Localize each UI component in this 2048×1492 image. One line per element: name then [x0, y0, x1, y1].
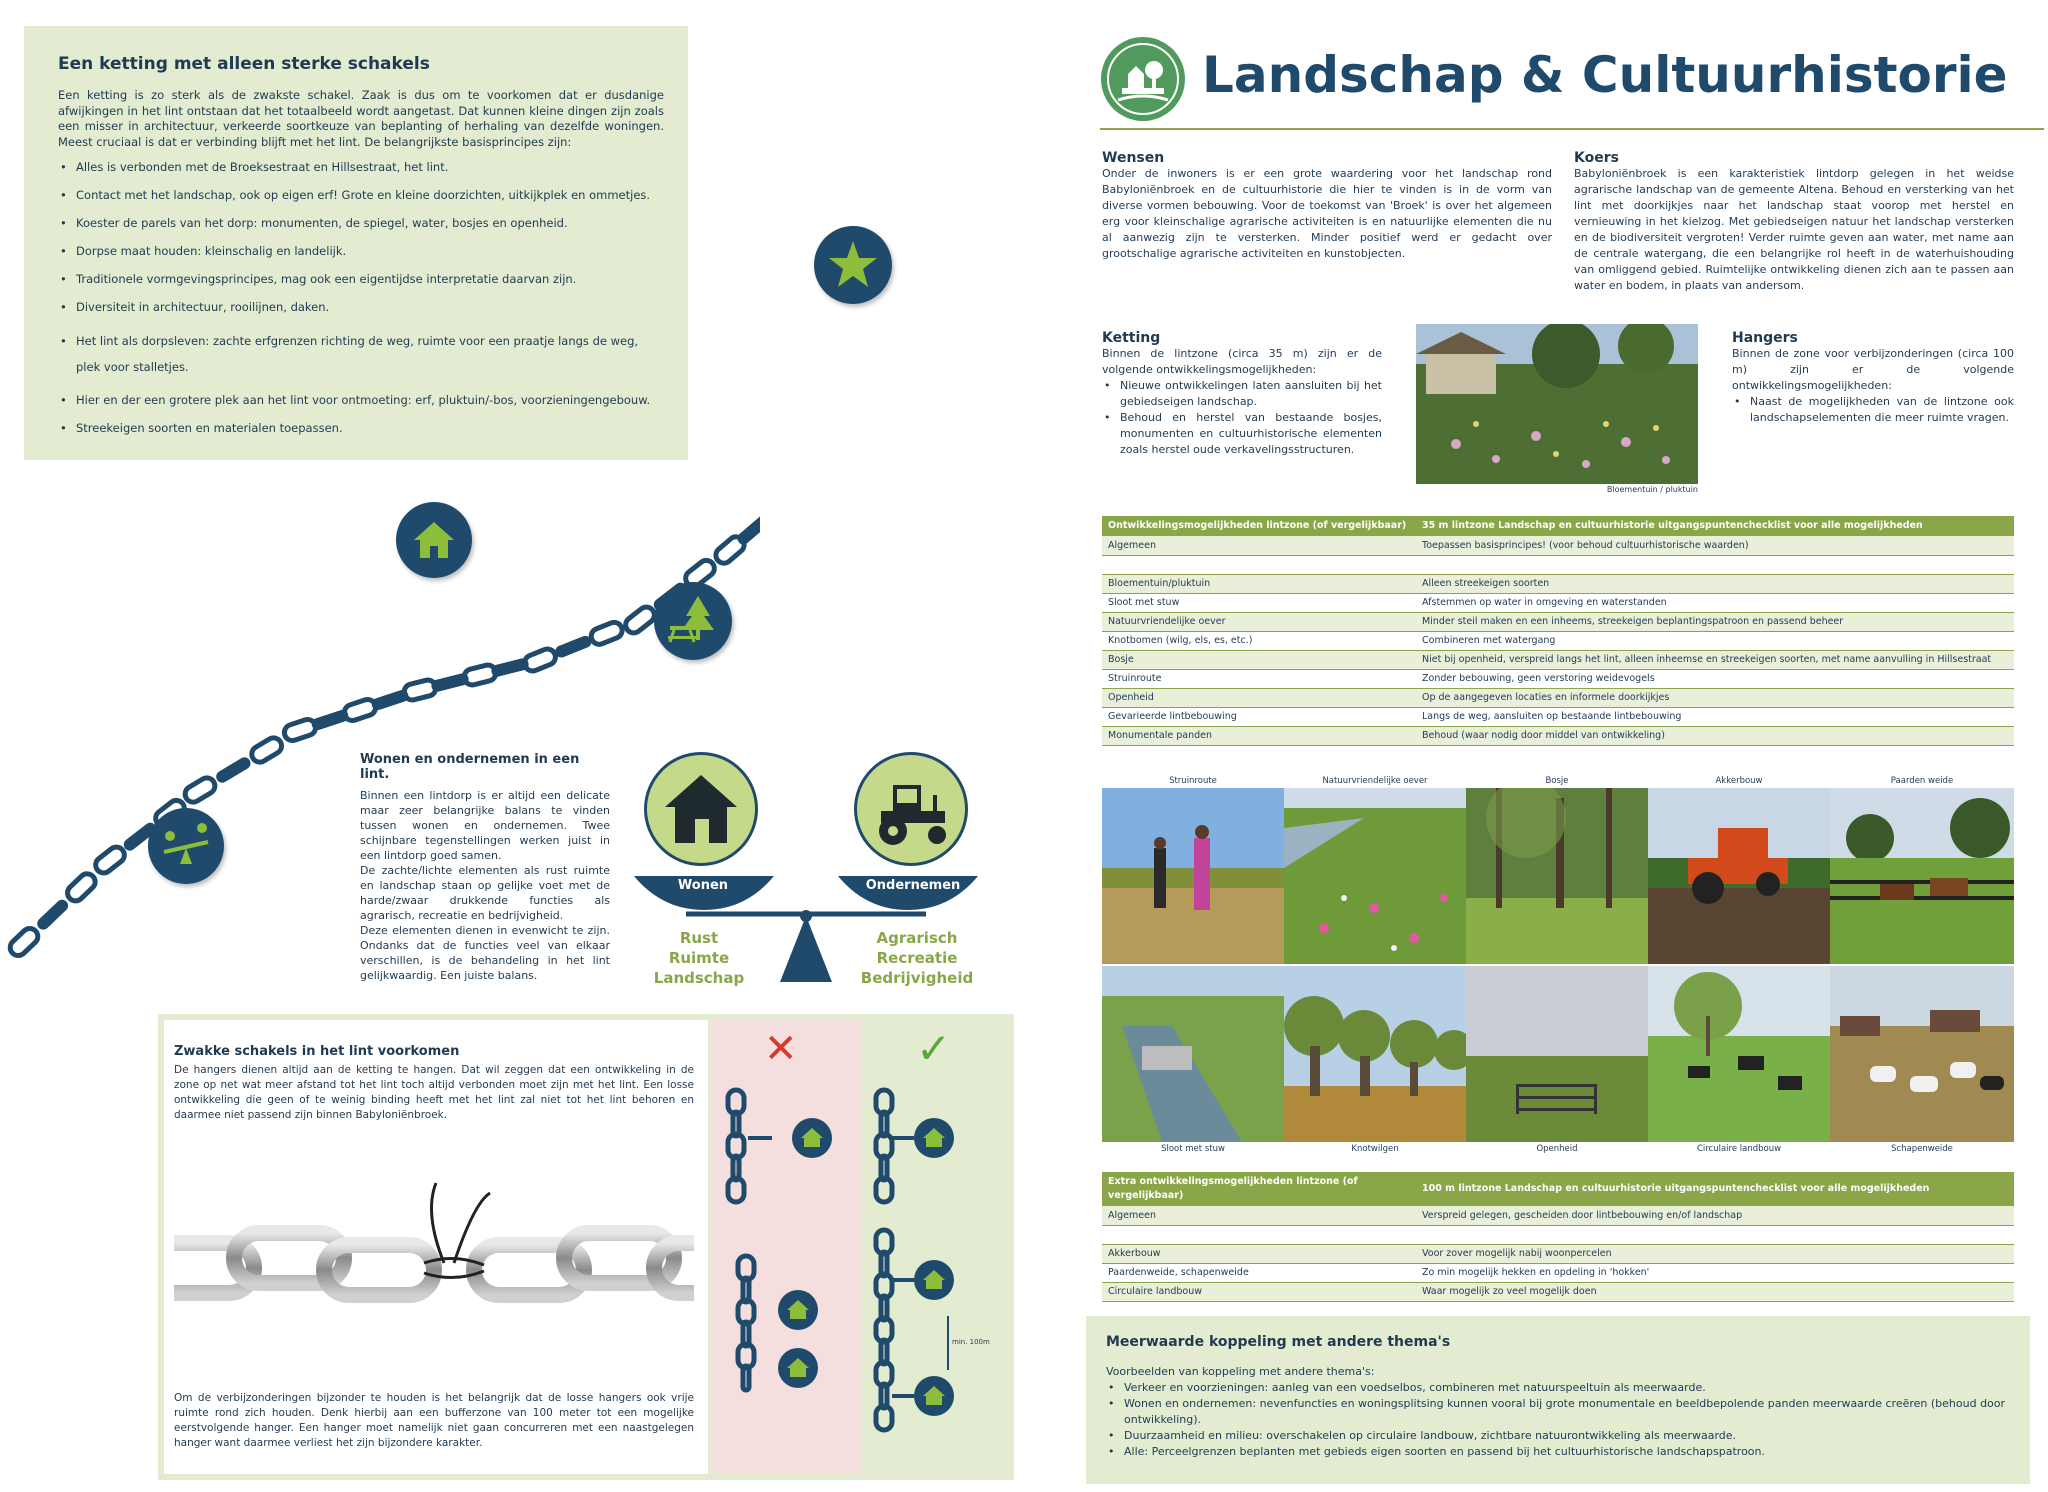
- ketting-title: Ketting: [1102, 330, 1161, 346]
- chain-link: [463, 663, 498, 686]
- table-row: [1102, 574, 2014, 593]
- koers-section: [1574, 150, 2014, 294]
- table-header: 35 m lintzone Landschap en cultuurhistorie uitgangspuntenchecklist voor alle mogelijkheden: [1416, 516, 2014, 536]
- circulaire-landbouw-photo: [1648, 966, 1830, 1142]
- wonen-body-1: Binnen een lintdorp is er altijd een delicate maar zeer belangrijke balans te vinden tussen wonen en ondernemen. Twee schijnbare tegenstellingen werken juist in een lintdorp goed samen.: [360, 789, 610, 862]
- tree-picnic-icon: [654, 582, 732, 660]
- table-cell: Zonder bebouwing, geen verstoring weidevogels: [1416, 669, 2014, 688]
- balance-scale: [626, 750, 986, 1000]
- wonen-pan-label: Wonen: [677, 878, 729, 893]
- table-cell: Natuurvriendelijke oever: [1102, 612, 1416, 631]
- checklist-table-100m: [1102, 1172, 2014, 1302]
- table-row: [1102, 1206, 2014, 1225]
- table-header: 100 m lintzone Landschap en cultuurhistorie uitgangspuntenchecklist voor alle mogelijkheden: [1416, 1172, 2014, 1206]
- table-header: Extra ontwikkelingsmogelijkheden lintzone (of vergelijkbaar): [1102, 1172, 1416, 1206]
- chain-link: [403, 678, 438, 701]
- ketting-section: [1102, 330, 1382, 458]
- title-rule: [1100, 128, 2044, 130]
- chain-link: [589, 620, 625, 647]
- table-cell: Alleen streekeigen soorten: [1416, 574, 2014, 593]
- table-cell: Combineren met watergang: [1416, 631, 2014, 650]
- table-cell: Zo min mogelijk hekken en opdeling in 'hokken': [1416, 1263, 2014, 1282]
- chain-link: [434, 676, 466, 690]
- value-label: Rust: [679, 929, 719, 947]
- table-row: [1102, 612, 2014, 631]
- photo-grid: [1102, 776, 2014, 1156]
- picnic-medallion: [654, 582, 732, 660]
- photo-label: Knotwilgen: [1351, 1144, 1399, 1154]
- list-item: • Behoud en herstel van bestaande bosjes, monumenten en cultuurhistorische elementen zoals herstel oude verkavelingsstructuren.: [1102, 410, 1382, 458]
- akkerbouw-photo: [1648, 788, 1830, 964]
- list-item: • Hier en der een grotere plek aan het lint voor ontmoeting: erf, pluktuin/-bos, voorzieningengebouw.: [58, 393, 664, 408]
- table-row: [1102, 536, 2014, 555]
- chain-link: [494, 661, 526, 675]
- wensen-body: Onder de inwoners is er een grote waardering voor het landschap rond Babyloniënbroek en de cultuurhistorie die hier te vinden is in de vorm van diverse vormen bebouwing. Voor de toekomst van 'Broek' is over het algemeen erg voor kleinschalige agrarische activiteiten is en natuurlijke elementen die nu al aanwezig zijn te versterken. Minder positief werd er gedacht over grootschalige agrarische activiteiten en kunstobjecten.: [1102, 167, 1552, 260]
- table-cell: Minder steil maken en een inheems, streekeigen beplantingspatroon en passend beheer: [1416, 612, 2014, 631]
- photo-label: Sloot met stuw: [1161, 1144, 1225, 1154]
- meerwaarde-bullets: [1106, 1380, 2010, 1460]
- wonen-body-2: De zachte/lichte elementen als rust ruimte en landschap staan op gelijke voet met de harde/zwaar drukkende functies als agrarisch, recreatie en bedrijvigheid.: [360, 864, 610, 922]
- house-icon: [396, 502, 472, 578]
- table-header: Ontwikkelingsmogelijkheden lintzone (of vergelijkbaar): [1102, 516, 1416, 536]
- photo-label: Circulaire landbouw: [1696, 1144, 1782, 1154]
- star-medallion: [814, 226, 892, 304]
- struinroute-photo: [1102, 788, 1284, 964]
- table-row: [1102, 707, 2014, 726]
- table-cell: [1102, 555, 1416, 574]
- hangers-section: [1732, 330, 2014, 426]
- chain-link: [622, 604, 657, 636]
- star-icon: [829, 241, 877, 287]
- list-item: • Koester de parels van het dorp: monumenten, de spiegel, water, bosjes en openheid.: [58, 216, 664, 231]
- table-row: [1102, 555, 2014, 574]
- distance-label: min. 100m: [952, 1338, 990, 1346]
- hangers-bullets: [1732, 394, 2014, 426]
- table-cell: [1102, 1225, 1416, 1244]
- playground-medallion: [148, 808, 224, 884]
- table-cell: [1416, 1225, 2014, 1244]
- table-cell: Paardenweide, schapenweide: [1102, 1263, 1416, 1282]
- photo-label: Akkerbouw: [1715, 776, 1763, 786]
- table-cell: Algemeen: [1102, 536, 1416, 555]
- list-item: • Dorpse maat houden: kleinschalig en landelijk.: [58, 244, 664, 259]
- table-row: [1102, 688, 2014, 707]
- photo-label: Paarden weide: [1890, 776, 1954, 786]
- wensen-title: Wensen: [1102, 150, 1165, 166]
- chain-link: [522, 647, 558, 674]
- zwakke-text-card: [164, 1020, 708, 1474]
- openheid-photo: [1466, 966, 1648, 1142]
- table-cell: Afstemmen op water in omgeving en waterstanden: [1416, 593, 2014, 612]
- photo-label: Openheid: [1536, 1144, 1578, 1154]
- zwakke-title: Zwakke schakels in het lint voorkomen: [174, 1044, 460, 1059]
- table-cell: Langs de weg, aansluiten op bestaande lintbebouwing: [1416, 707, 2014, 726]
- photo-label: Natuurvriendelijke oever: [1322, 776, 1428, 786]
- table-cell: Algemeen: [1102, 1206, 1416, 1225]
- table-row: [1102, 726, 2014, 745]
- wensen-section: [1102, 150, 1552, 262]
- ondernemen-values: [852, 928, 982, 988]
- chain-link: [739, 517, 760, 542]
- value-label: Agrarisch: [876, 929, 958, 947]
- table-cell: Bloementuin/pluktuin: [1102, 574, 1416, 593]
- table-cell: Sloot met stuw: [1102, 593, 1416, 612]
- page-title: Landschap & Cultuurhistorie: [1202, 46, 2008, 104]
- wonen-title: Wonen en ondernemen in een lint.: [360, 752, 580, 782]
- paardenweide-photo: [1830, 788, 2014, 964]
- list-item: • Het lint als dorpsleven: zachte erfgrenzen richting de weg, ruimte voor een praatje langs de weg, plek voor stalletjes.: [58, 328, 664, 380]
- intro-body: Een ketting is zo sterk als de zwakste schakel. Zaak is dus om te voorkomen dat er dusdanige afwijkingen in het lint ontstaan dat het totaalbeeld wordt aangetast. Dat kunnen kleine dingen zijn zoals een misser in architectuur, verkeerde soortkeuze van beplanting of herhaling van dezelfde woningen. Meest cruciaal is dat er verbinding blijft met het lint. De belangrijkste basisprincipes zijn:: [58, 88, 664, 149]
- photo-label: Schapenweide: [1891, 1144, 1953, 1154]
- bosje-photo: [1466, 788, 1648, 964]
- value-label: Recreatie: [876, 949, 958, 967]
- zwakke-body-1: De hangers dienen altijd aan de ketting te hangen. Dat wil zeggen dat een ontwikkeling in de zone op net wat meer afstand tot het lint toch altijd verbonden moet zijn met het lint. Een losse ontwikkeling die geen of te weinig binding heeft met het lint zal niet tot het lint behoren en daarmee niet passend zijn binnen Babyloniënbroek.: [174, 1064, 694, 1121]
- koers-title: Koers: [1574, 150, 1619, 166]
- value-label: Bedrijvigheid: [860, 969, 974, 987]
- chain-link: [218, 759, 249, 781]
- list-item: • Streekeigen soorten en materialen toepassen.: [58, 421, 664, 436]
- natuurvriendelijke-oever-photo: [1284, 788, 1466, 964]
- chain-link: [92, 844, 127, 876]
- wonen-text: [360, 752, 610, 983]
- table-cell: Bosje: [1102, 650, 1416, 669]
- table-cell: Op de aangegeven locaties en informele doorkijkjes: [1416, 688, 2014, 707]
- list-item: • Alle: Perceelgrenzen beplanten met gebieds eigen soorten en passend bij het cultuurhistorische landschapspatroon.: [1106, 1444, 2010, 1460]
- meerwaarde-title: Meerwaarde koppeling met andere thema's: [1106, 1334, 1451, 1350]
- table-cell: Toepassen basisprincipes! (voor behoud cultuurhistorische waarden): [1416, 536, 2014, 555]
- table-cell: Openheid: [1102, 688, 1416, 707]
- intro-title: Een ketting met alleen sterke schakels: [58, 54, 430, 74]
- chain-link: [374, 692, 406, 708]
- hanger-diagrams: [712, 1080, 1012, 1480]
- table-header-row: [1102, 516, 2014, 536]
- zwakke-body-2: Om de verbijzonderingen bijzonder te houden is het belangrijk dat de losse hangers ook vrije ruimte rond zich houden. Denk hierbij aan een bufferzone van 100 meter tot een mogelijke eerstvolgende hanger. Een hanger moet namelijk niet gaan concurreren met een naastgelegen hanger want daarmee verliest het zijn bijzondere karakter.: [174, 1392, 694, 1449]
- schapenweide-photo: [1830, 966, 2014, 1142]
- flower-garden-caption: Bloementuin / pluktuin: [1606, 485, 1698, 494]
- table-row: [1102, 669, 2014, 688]
- table-cell: Akkerbouw: [1102, 1244, 1416, 1263]
- chain-link: [7, 925, 41, 959]
- chain-link: [342, 697, 377, 722]
- value-label: Ruimte: [668, 949, 730, 967]
- chain-link: [557, 638, 589, 655]
- table-cell: Niet bij openheid, verspreid langs het lint, alleen inheemse en streekeigen soorten, met name aanvulling in Hillsestraat: [1416, 650, 2014, 669]
- knotwilgen-photo: [1284, 966, 1466, 1142]
- table-row: [1102, 1282, 2014, 1301]
- wonen-body-3: Deze elementen dienen in evenwicht te zijn. Ondanks dat de functies veel van elkaar verschillen, is de behandeling in het lint gelijkwaardig. Een juiste balans.: [360, 924, 610, 982]
- tractor-icon: [857, 755, 965, 863]
- checklist-table-35m: [1102, 516, 2014, 746]
- table-cell: Monumentale panden: [1102, 726, 1416, 745]
- ondernemen-pan-label: Ondernemen: [865, 878, 961, 893]
- chain-link: [39, 901, 66, 927]
- list-item: • Traditionele vormgevingsprincipes, mag ook een eigentijdse interpretatie daarvan zijn.: [58, 272, 664, 287]
- list-item: • Alles is verbonden met de Broeksestraat en Hillsestraat, het lint.: [58, 160, 664, 175]
- photo-label: Bosje: [1545, 776, 1569, 786]
- list-item: • Contact met het landschap, ook op eigen erf! Grote en kleine doorzichten, uitkijkplek en ommetjes.: [58, 188, 664, 203]
- table-cell: Circulaire landbouw: [1102, 1282, 1416, 1301]
- meerwaarde-panel: [1086, 1316, 2030, 1484]
- list-item: • Naast de mogelijkheden van de lintzone ook landschapselementen die meer ruimte vragen.: [1732, 394, 2014, 426]
- ketting-intro: Binnen de lintzone (circa 35 m) zijn er de volgende ontwikkelingsmogelijkheden:: [1102, 347, 1382, 376]
- table-cell: Waar mogelijk zo veel mogelijk doen: [1416, 1282, 2014, 1301]
- table-cell: Knotbomen (wilg, els, es, etc.): [1102, 631, 1416, 650]
- table-row: [1102, 593, 2014, 612]
- table-cell: Behoud (waar nodig door middel van ontwikkeling): [1416, 726, 2014, 745]
- ondernemen-circle: [854, 752, 968, 866]
- wonen-values: [644, 928, 754, 988]
- table-row: [1102, 631, 2014, 650]
- chain-link: [64, 871, 98, 905]
- wrong-mark: ✕: [764, 1026, 798, 1072]
- koers-body: Babyloniënbroek is een karakteristiek lintdorp gelegen in het weidse agrarische landschap van de gemeente Altena. Behoud en versterking van het lint met doorkijkjes naar het landschap staat voorop met herstel en vernieuwing in het kielzog. Met gebiedseigen natuur het landschap versterken en de biodiversiteit vergroten! Verder ruimte geven aan water, met name aan de centrale watergang, die een belangrijke rol heeft in de waterhuishouding van omliggend gebied. Ruimtelijke ontwikkeling dienen zich aan te passen aan water en bodem, in plaats van andersom.: [1574, 167, 2014, 292]
- table-cell: Gevarieerde lintbebouwing: [1102, 707, 1416, 726]
- list-item: • Wonen en ondernemen: nevenfuncties en woningsplitsing kunnen vooral bij grote monumentale en beeldbepolende panden meerwaarde creëren (behoud door ontwikkeling).: [1106, 1396, 2010, 1428]
- list-item: • Duurzaamheid en milieu: overschakelen op circulaire landbouw, zichtbare natuurontwikkeling als meerwaarde.: [1106, 1428, 2010, 1444]
- table-row: [1102, 1244, 2014, 1263]
- chain-link: [182, 775, 218, 805]
- table-cell: Verspreid gelegen, gescheiden door lintbebouwing en/of landschap: [1416, 1206, 2014, 1225]
- house-icon: [647, 755, 755, 863]
- landscape-logo-icon: [1100, 36, 1186, 122]
- right-mark: ✓: [916, 1024, 952, 1073]
- ketting-bullets: [1102, 378, 1382, 458]
- table-row: [1102, 1225, 2014, 1244]
- flower-garden-photo: [1416, 324, 1698, 484]
- photo-label: Struinroute: [1169, 776, 1217, 786]
- house-medallion: [396, 502, 472, 578]
- table-cell: Voor zover mogelijk nabij woonpercelen: [1416, 1244, 2014, 1263]
- table-row: [1102, 650, 2014, 669]
- chain-link: [249, 735, 285, 765]
- hangers-intro: Binnen de zone voor verbijzonderingen (circa 100 m) zijn er de volgende ontwikkelingsmogelijkheden:: [1732, 347, 2014, 392]
- broken-chain-photo: [174, 1153, 694, 1353]
- list-item: • Diversiteit in architectuur, rooilijnen, daken.: [58, 300, 664, 315]
- table-row: [1102, 1263, 2014, 1282]
- wonen-circle: [644, 752, 758, 866]
- table-cell: [1416, 555, 2014, 574]
- chain-link: [314, 712, 346, 728]
- chain-link: [282, 717, 317, 742]
- seesaw-icon: [148, 808, 224, 884]
- hangers-title: Hangers: [1732, 330, 1798, 346]
- list-item: • Verkeer en voorzieningen: aanleg van een voedselbos, combineren met natuurspeeltuin als meerwaarde.: [1106, 1380, 2010, 1396]
- meerwaarde-intro: Voorbeelden van koppeling met andere thema's:: [1106, 1365, 1375, 1378]
- list-item: • Nieuwe ontwikkelingen laten aansluiten bij het gebiedseigen landschap.: [1102, 378, 1382, 410]
- table-header-row: [1102, 1172, 2014, 1206]
- value-label: Landschap: [653, 969, 745, 987]
- sloot-met-stuw-photo: [1102, 966, 1284, 1142]
- table-cell: Struinroute: [1102, 669, 1416, 688]
